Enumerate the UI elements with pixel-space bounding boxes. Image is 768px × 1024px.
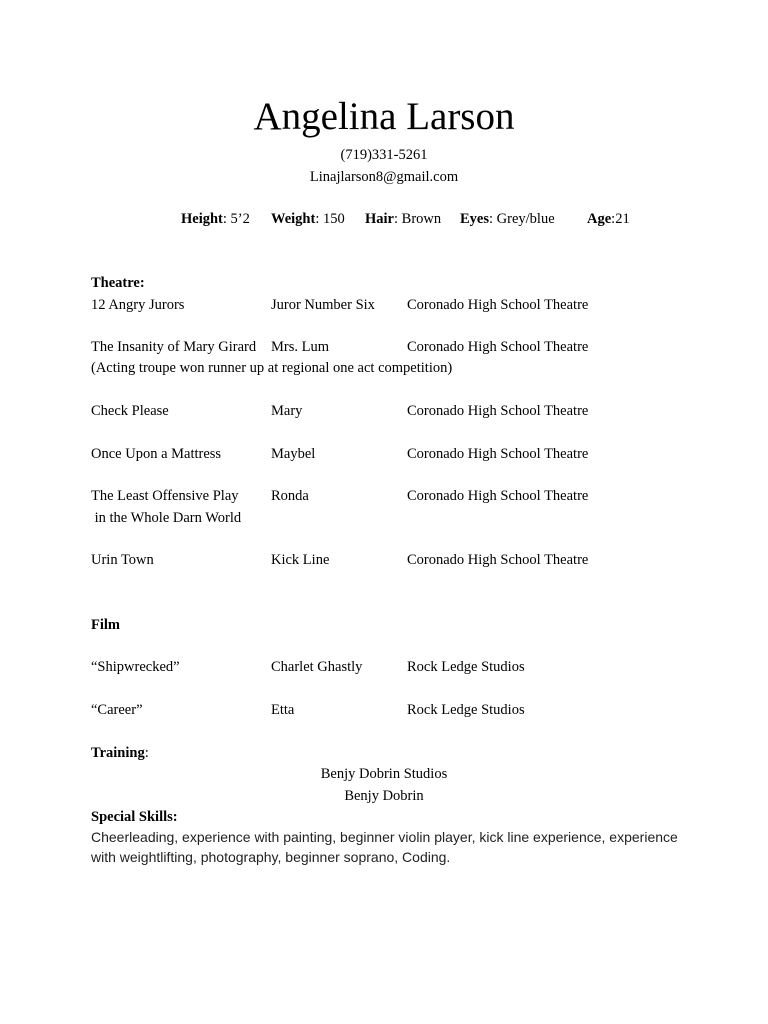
credit-company: Coronado High School Theatre xyxy=(407,488,589,504)
credit-company: Coronado High School Theatre xyxy=(407,403,589,419)
table-row xyxy=(0,701,768,719)
credit-title: The Least Offensive Play xyxy=(91,488,239,504)
credit-company: Coronado High School Theatre xyxy=(407,339,589,355)
table-row xyxy=(0,551,768,569)
credit-company: Coronado High School Theatre xyxy=(407,446,589,462)
credit-role: Maybel xyxy=(271,446,316,462)
theatre-heading: Theatre: xyxy=(91,275,145,291)
credit-company: Rock Ledge Studios xyxy=(407,702,525,718)
phone-number: (719)331-5261 xyxy=(340,147,428,163)
credit-role: Mary xyxy=(271,403,303,419)
credit-title: Check Please xyxy=(91,403,169,419)
height-label: Height xyxy=(181,211,223,227)
credit-role: Ronda xyxy=(271,488,309,504)
special-skills-text: Cheerleading, experience with painting, beginner violin player, kick line experience, experience with weightlifting, photography, beginner soprano, Coding. xyxy=(91,829,678,865)
training-heading-colon: : xyxy=(144,745,149,761)
stat-weight xyxy=(271,210,345,228)
training-instructor: Benjy Dobrin xyxy=(344,788,424,804)
table-row xyxy=(0,402,768,420)
credit-role: Etta xyxy=(271,702,295,718)
credit-title-continued: in the Whole Darn World xyxy=(91,510,242,526)
email-address: Linajlarson8@gmail.com xyxy=(309,169,459,185)
stat-age xyxy=(587,210,630,228)
table-row xyxy=(0,487,768,505)
physical-stats xyxy=(0,210,768,228)
table-row xyxy=(0,445,768,463)
film-heading: Film xyxy=(91,617,120,633)
credit-title: The Insanity of Mary Girard xyxy=(91,339,257,355)
credit-role: Charlet Ghastly xyxy=(271,659,363,675)
eyes-label: Eyes xyxy=(460,211,489,227)
stat-height xyxy=(181,210,250,228)
credit-title: “Career” xyxy=(91,702,143,718)
table-row xyxy=(0,296,768,314)
height-value: : 5’2 xyxy=(222,211,250,227)
table-row xyxy=(0,658,768,676)
training-heading-text: Training xyxy=(91,745,145,761)
credit-role: Juror Number Six xyxy=(271,297,375,313)
credit-title: Once Upon a Mattress xyxy=(91,446,222,462)
credit-company: Coronado High School Theatre xyxy=(407,297,589,313)
credit-company: Coronado High School Theatre xyxy=(407,552,589,568)
credit-title: Urin Town xyxy=(91,552,154,568)
age-label: Age xyxy=(587,211,612,227)
special-skills-heading: Special Skills: xyxy=(91,809,178,825)
age-value: :21 xyxy=(611,211,630,227)
credit-role: Kick Line xyxy=(271,552,330,568)
stat-hair xyxy=(365,210,441,228)
stat-eyes xyxy=(460,210,555,228)
hair-label: Hair xyxy=(365,211,394,227)
training-heading xyxy=(91,744,149,762)
competition-note: (Acting troupe won runner up at regional one act competition) xyxy=(91,360,453,376)
applicant-name: Angelina Larson xyxy=(253,95,515,138)
credit-title: 12 Angry Jurors xyxy=(91,297,185,313)
credit-company: Rock Ledge Studios xyxy=(407,659,525,675)
table-row xyxy=(0,338,768,356)
hair-value: : Brown xyxy=(394,211,442,227)
eyes-value: : Grey/blue xyxy=(489,211,555,227)
credit-title: “Shipwrecked” xyxy=(91,659,180,675)
weight-value: : 150 xyxy=(315,211,345,227)
training-studio: Benjy Dobrin Studios xyxy=(320,766,448,782)
credit-role: Mrs. Lum xyxy=(271,339,329,355)
weight-label: Weight xyxy=(271,211,316,227)
